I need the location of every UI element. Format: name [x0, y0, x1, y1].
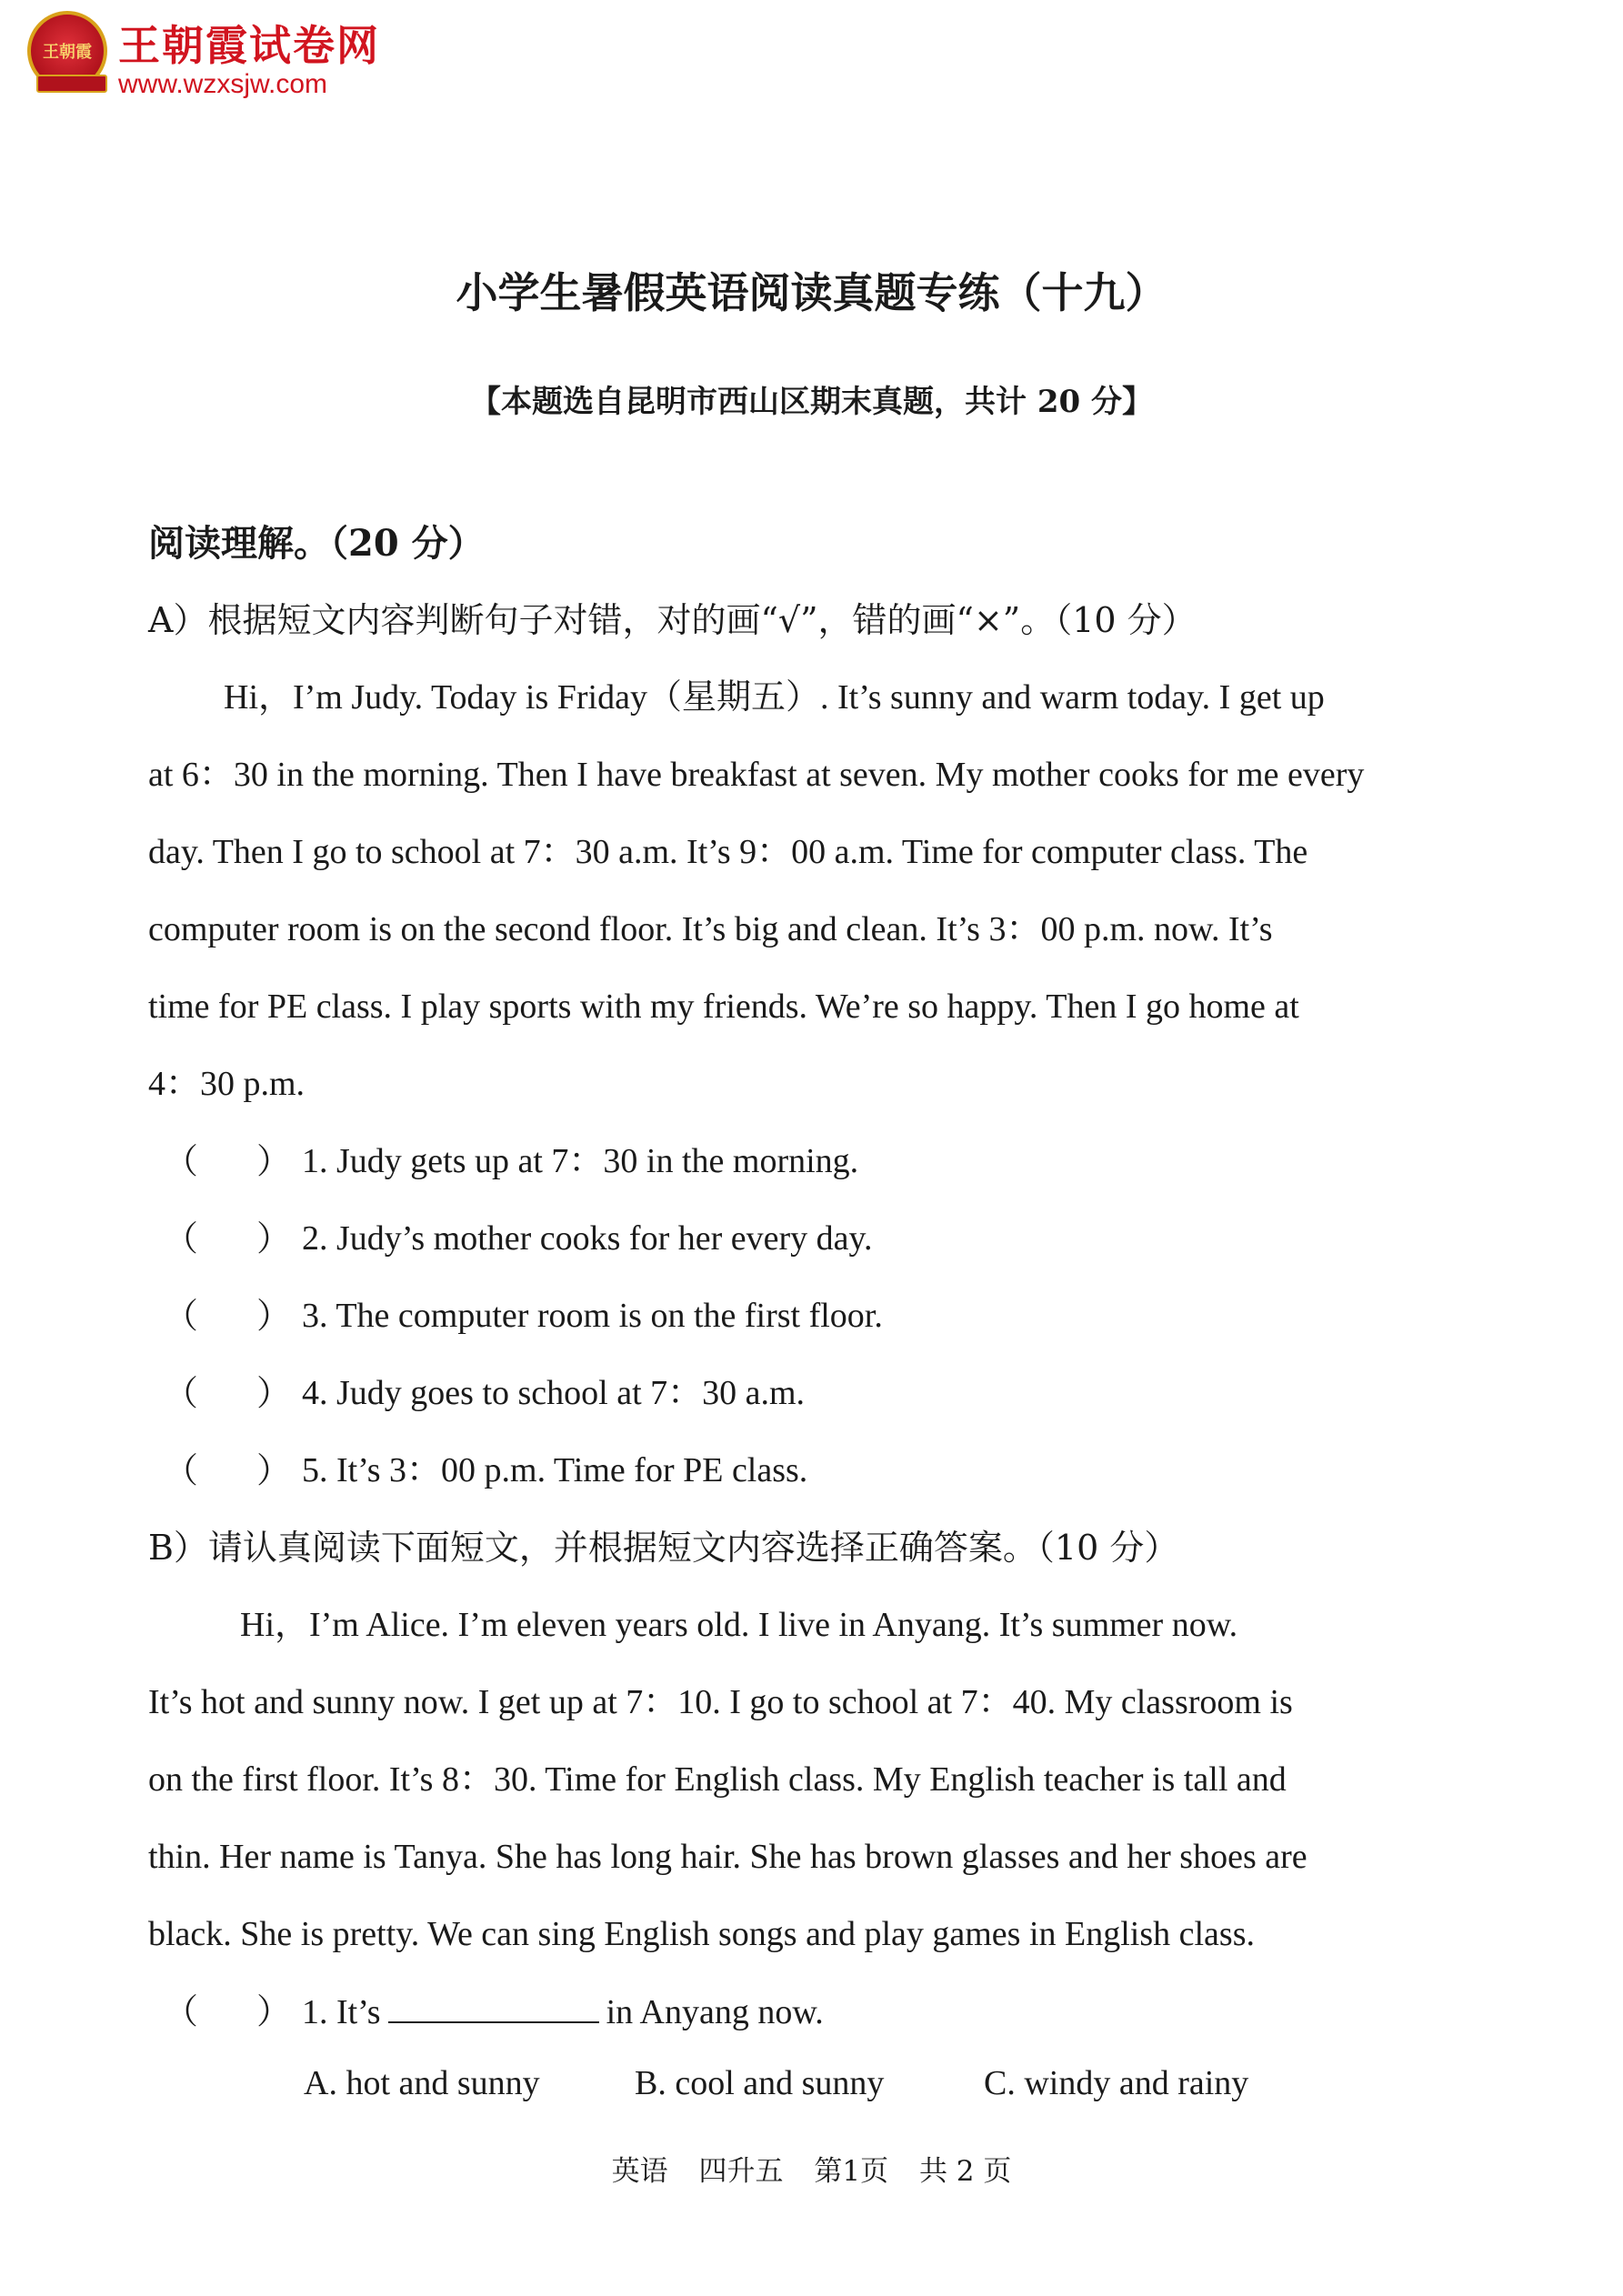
part-a-passage-line: time for PE class. I play sports with my friends. We’re so happy. Then I go home at: [148, 988, 1299, 1026]
answer-blank: [388, 1994, 599, 2023]
question-suffix: in Anyang now.: [606, 1993, 824, 2031]
part-a-question: 5. It’s 3：00 p.m. Time for PE class.: [302, 1451, 808, 1489]
seal-icon: 王朝霞: [27, 11, 107, 91]
page-subtitle: 【本题选自昆明市西山区期末真题，共计 20 分】: [470, 384, 1153, 420]
part-b-passage-line: It’s hot and sunny now. I get up at 7：10. I go to school at 7：40. My classroom is: [148, 1683, 1293, 1721]
answer-paren-close: ）: [256, 1141, 292, 1181]
part-b-passage-line: Hi，I’m Alice. I’m eleven years old. I live in Anyang. It’s summer now.: [240, 1606, 1238, 1644]
part-b-passage-line: on the first floor. It’s 8：30. Time for English class. My English teacher is tall and: [148, 1760, 1287, 1799]
option-c: C. windy and rainy: [984, 2064, 1249, 2102]
footer-page: 第1页: [814, 2155, 889, 2188]
brand-url[interactable]: www.wzxsjw.com: [118, 69, 328, 99]
answer-paren-close: ）: [256, 1296, 292, 1336]
page-footer: [0, 2148, 1623, 2189]
option-b: B. cool and sunny: [635, 2064, 885, 2102]
section-heading: 阅读理解。（20 分）: [148, 522, 485, 565]
footer-subject: 英语: [611, 2155, 668, 2188]
part-a-passage-line: at 6：30 in the morning. Then I have breakfast at seven. My mother cooks for me every: [148, 756, 1365, 794]
question-prefix: 1. It’s: [302, 1993, 381, 2031]
part-a-question: 4. Judy goes to school at 7：30 a.m.: [302, 1374, 806, 1412]
part-b-instruction: B）请认真阅读下面短文，并根据短文内容选择正确答案。（10 分）: [148, 1528, 1179, 1568]
part-a-passage-line: 4：30 p.m.: [148, 1065, 306, 1103]
part-b-passage-line: thin. Her name is Tanya. She has long hair. She has brown glasses and her shoes are: [148, 1838, 1307, 1876]
footer-total: 共 2 页: [918, 2155, 1012, 2188]
page-title: 小学生暑假英语阅读真题专练（十九）: [456, 268, 1167, 317]
option-a: A. hot and sunny: [304, 2064, 540, 2102]
part-a-passage-line: day. Then I go to school at 7：30 a.m. It’s 9：00 a.m. Time for computer class. The: [148, 833, 1308, 871]
answer-paren-open: （: [164, 1373, 199, 1413]
brand-logo: [27, 11, 418, 102]
answer-paren-open: （: [164, 1450, 199, 1490]
seal-ribbon: [36, 75, 107, 93]
answer-paren-close: ）: [256, 1373, 292, 1413]
part-a-passage-line: computer room is on the second floor. It’s big and clean. It’s 3：00 p.m. now. It’s: [148, 910, 1273, 948]
answer-paren-open: （: [164, 1218, 199, 1258]
answer-paren-close: ）: [256, 1218, 292, 1258]
part-a-question: 2. Judy’s mother cooks for her every day.: [302, 1219, 873, 1258]
answer-paren-open: （: [164, 1991, 199, 2031]
part-b-question: [302, 1994, 824, 2030]
part-a-question: 1. Judy gets up at 7：30 in the morning.: [302, 1142, 859, 1180]
brand-name: 王朝霞试卷网: [118, 21, 380, 70]
answer-paren-close: ）: [256, 1450, 292, 1490]
part-a-question: 3. The computer room is on the first floor.: [302, 1297, 883, 1335]
answer-paren-open: （: [164, 1296, 199, 1336]
footer-grade: 四升五: [698, 2155, 784, 2188]
answer-paren-close: ）: [256, 1991, 292, 2031]
part-b-passage-line: black. She is pretty. We can sing English songs and play games in English class.: [148, 1915, 1255, 1953]
part-a-instruction: A）根据短文内容判断句子对错，对的画“√”，错的画“×”。（10 分）: [148, 600, 1197, 640]
answer-paren-open: （: [164, 1141, 199, 1181]
part-a-passage-line: Hi，I’m Judy. Today is Friday（星期五）. It’s sunny and warm today. I get up: [224, 678, 1325, 717]
